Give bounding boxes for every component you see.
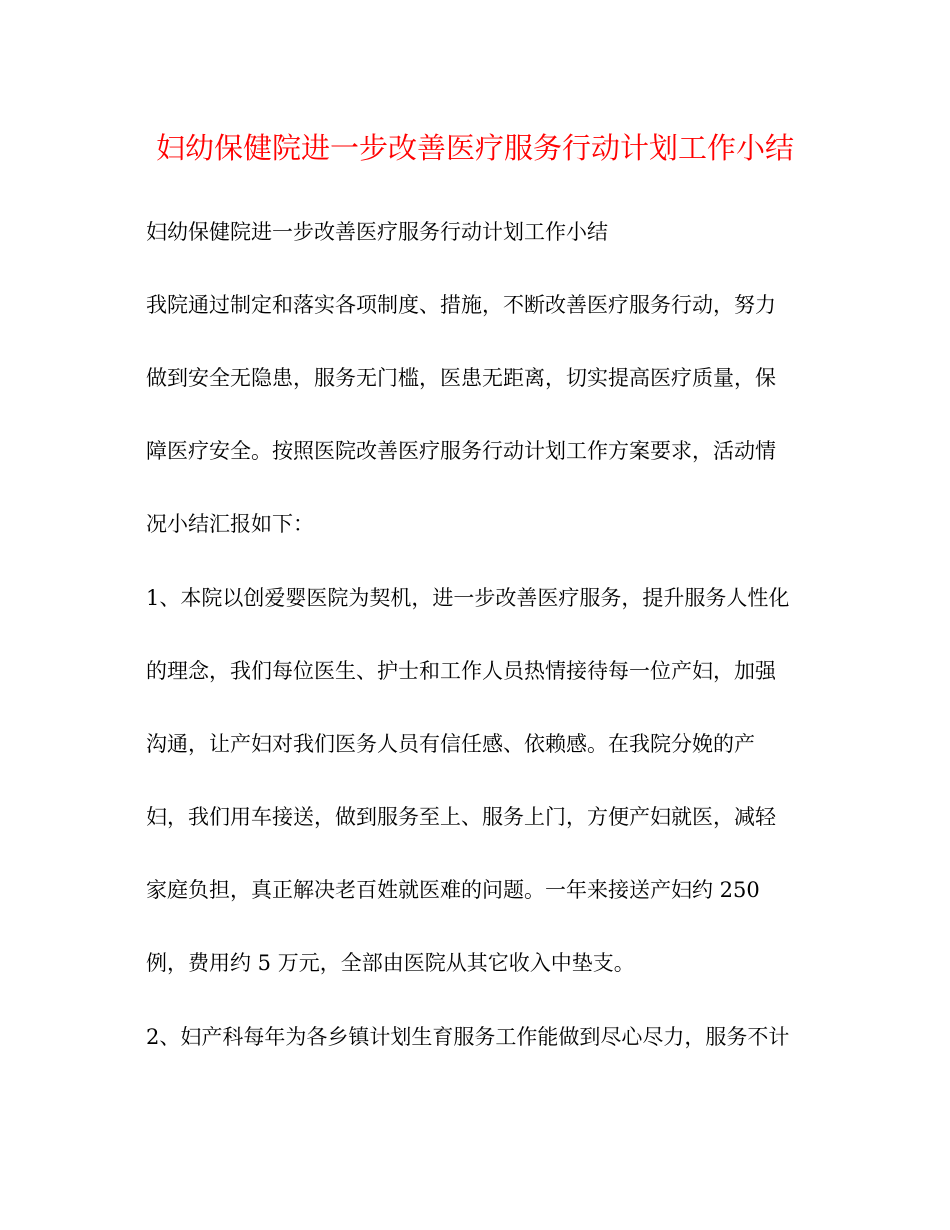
document-title: 妇幼保健院进一步改善医疗服务行动计划工作小结 (155, 131, 794, 165)
paragraph-line: 2、妇产科每年为各乡镇计划生育服务工作能做到尽心尽力，服务不计 (146, 1025, 790, 1049)
paragraph-line: 沟通，让产妇对我们医务人员有信任感、依赖感。在我院分娩的产 (146, 732, 755, 756)
paragraph-line: 做到安全无隐患，服务无门槛，医患无距离，切实提高医疗质量，保 (146, 366, 776, 390)
paragraph-line: 家庭负担，真正解决老百姓就医难的问题。一年来接送产妇约 250 (146, 878, 760, 902)
paragraph-line: 况小结汇报如下： (146, 512, 314, 536)
subtitle-line: 妇幼保健院进一步改善医疗服务行动计划工作小结 (146, 220, 608, 244)
paragraph-line: 障医疗安全。按照医院改善医疗服务行动计划工作方案要求，活动情 (146, 439, 776, 463)
paragraph-line: 妇，我们用车接送，做到服务至上、服务上门，方便产妇就医，减轻 (146, 805, 776, 829)
paragraph-line: 例，费用约 5 万元，全部由医院从其它收入中垫支。 (146, 951, 635, 975)
paragraph-line: 我院通过制定和落实各项制度、措施，不断改善医疗服务行动，努力 (146, 293, 776, 317)
paragraph-line: 的理念，我们每位医生、护士和工作人员热情接待每一位产妇，加强 (146, 659, 776, 683)
paragraph-line: 1、本院以创爱婴医院为契机，进一步改善医疗服务，提升服务人性化 (146, 586, 790, 610)
